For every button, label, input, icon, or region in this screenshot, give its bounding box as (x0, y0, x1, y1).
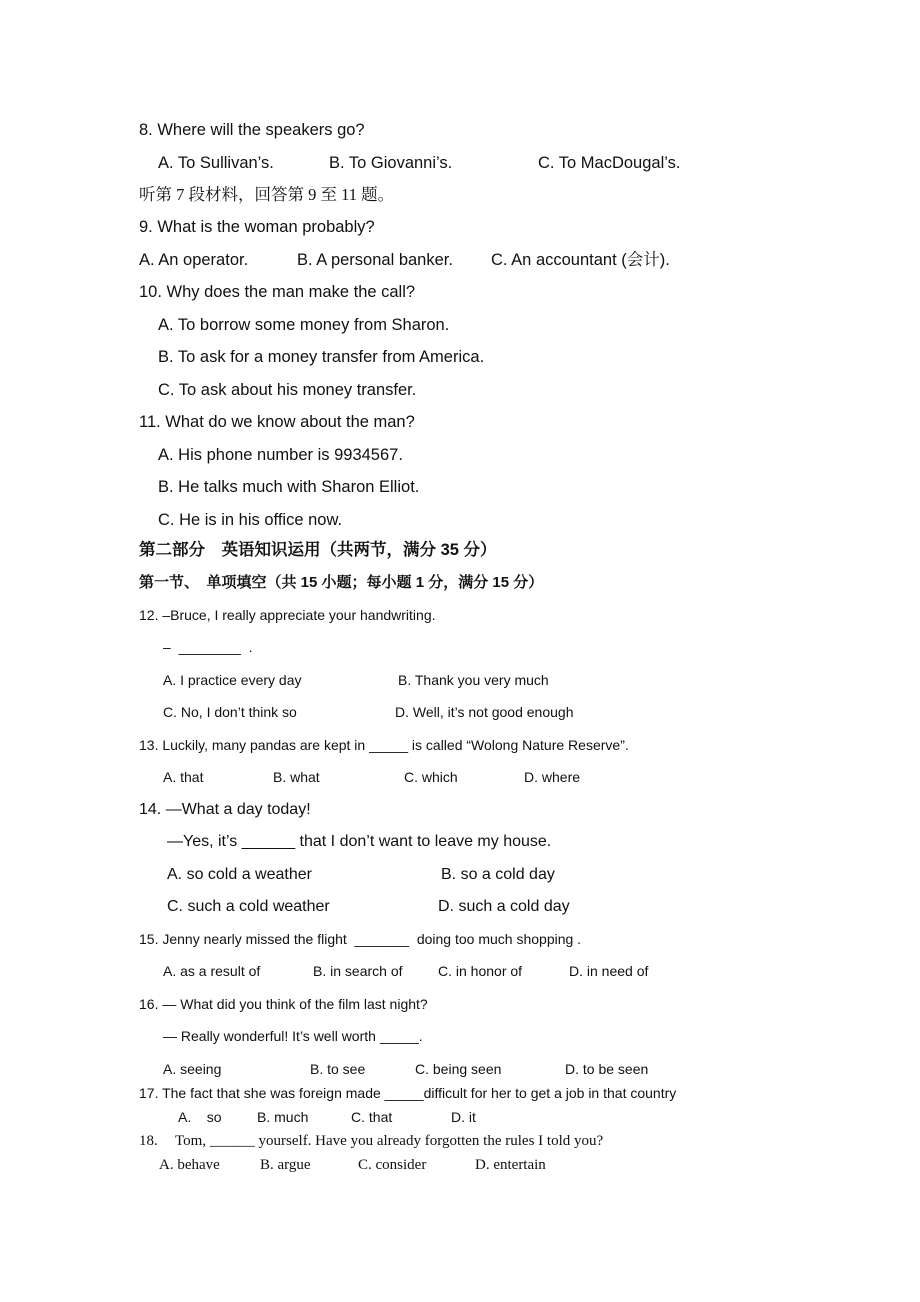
section-7-instruction: 听第 7 段材料，回答第 9 至 11 题。 (139, 185, 395, 204)
q14-option-c: C. such a cold weather (167, 898, 330, 915)
q12-option-b: B. Thank you very much (398, 672, 549, 688)
q10-option-b: B. To ask for a money transfer from America. (158, 348, 485, 366)
section-1-heading: 第一节、 单项填空（共 15 小题；每小题 1 分，满分 15 分） (139, 574, 544, 591)
question-18: Tom, ______ yourself. Have you already forgotten the rules I told you? (175, 1133, 604, 1149)
q18-option-d: D. entertain (475, 1157, 546, 1173)
q13-option-c: C. which (404, 769, 458, 785)
question-17: 17. The fact that she was foreign made _____difficult for her to get a job in that country (139, 1085, 677, 1101)
q18-option-b: B. argue (260, 1157, 311, 1173)
q15-option-a: A. as a result of (163, 963, 261, 979)
q17-option-a: A. so (178, 1109, 222, 1125)
q12-option-a: A. I practice every day (163, 672, 302, 688)
q11-option-a: A. His phone number is 9934567. (158, 446, 403, 464)
q8-option-b: B. To Giovanni’s. (329, 154, 453, 172)
question-11: 11. What do we know about the man? (139, 413, 415, 431)
question-9: 9. What is the woman probably? (139, 218, 375, 236)
q16-option-b: B. to see (310, 1061, 366, 1077)
q17-option-d: D. it (451, 1109, 476, 1125)
q10-option-a: A. To borrow some money from Sharon. (158, 316, 450, 334)
q10-option-c: C. To ask about his money transfer. (158, 381, 417, 399)
q13-option-a: A. that (163, 769, 204, 785)
question-18-number: 18. (139, 1133, 158, 1149)
q14-option-a: A. so cold a weather (167, 866, 312, 883)
q15-option-c: C. in honor of (438, 963, 523, 979)
part-2-heading: 第二部分 英语知识运用（共两节，满分 35 分） (139, 541, 497, 559)
q9-option-b: B. A personal banker. (297, 251, 453, 269)
q11-option-c: C. He is in his office now. (158, 511, 343, 529)
q9-option-c: C. An accountant (会计). (491, 251, 670, 269)
q16-option-c: C. being seen (415, 1061, 502, 1077)
q14-option-d: D. such a cold day (438, 898, 570, 915)
q14-reply: —Yes, it’s ______ that I don’t want to leave my house. (167, 833, 552, 850)
q15-option-d: D. in need of (569, 963, 649, 979)
question-10: 10. Why does the man make the call? (139, 283, 416, 301)
question-16: 16. — What did you think of the film last night? (139, 996, 428, 1012)
q12-option-c: C. No, I don’t think so (163, 704, 297, 720)
q18-option-c: C. consider (358, 1157, 427, 1173)
q16-reply: — Really wonderful! It’s well worth _____. (163, 1028, 423, 1044)
q8-option-a: A. To Sullivan’s. (158, 154, 274, 172)
q13-option-d: D. where (524, 769, 581, 785)
question-13: 13. Luckily, many pandas are kept in _____ is called “Wolong Nature Reserve”. (139, 737, 629, 753)
q11-option-b: B. He talks much with Sharon Elliot. (158, 478, 420, 496)
q16-option-d: D. to be seen (565, 1061, 649, 1077)
q9-option-a: A. An operator. (139, 251, 249, 269)
q12-option-d: D. Well, it’s not good enough (395, 704, 574, 720)
question-15: 15. Jenny nearly missed the flight _______ doing too much shopping . (139, 931, 582, 947)
question-14: 14. —What a day today! (139, 801, 311, 818)
q17-option-b: B. much (257, 1109, 309, 1125)
q8-option-c: C. To MacDougal’s. (538, 154, 681, 172)
q13-option-b: B. what (273, 769, 320, 785)
question-8: 8. Where will the speakers go? (139, 121, 365, 139)
q12-reply: – ________ . (163, 639, 253, 655)
question-12: 12. –Bruce, I really appreciate your handwriting. (139, 607, 436, 623)
q15-option-b: B. in search of (313, 963, 403, 979)
q18-option-a: A. behave (159, 1157, 220, 1173)
q16-option-a: A. seeing (163, 1061, 222, 1077)
q14-option-b: B. so a cold day (441, 866, 555, 883)
q17-option-c: C. that (351, 1109, 393, 1125)
